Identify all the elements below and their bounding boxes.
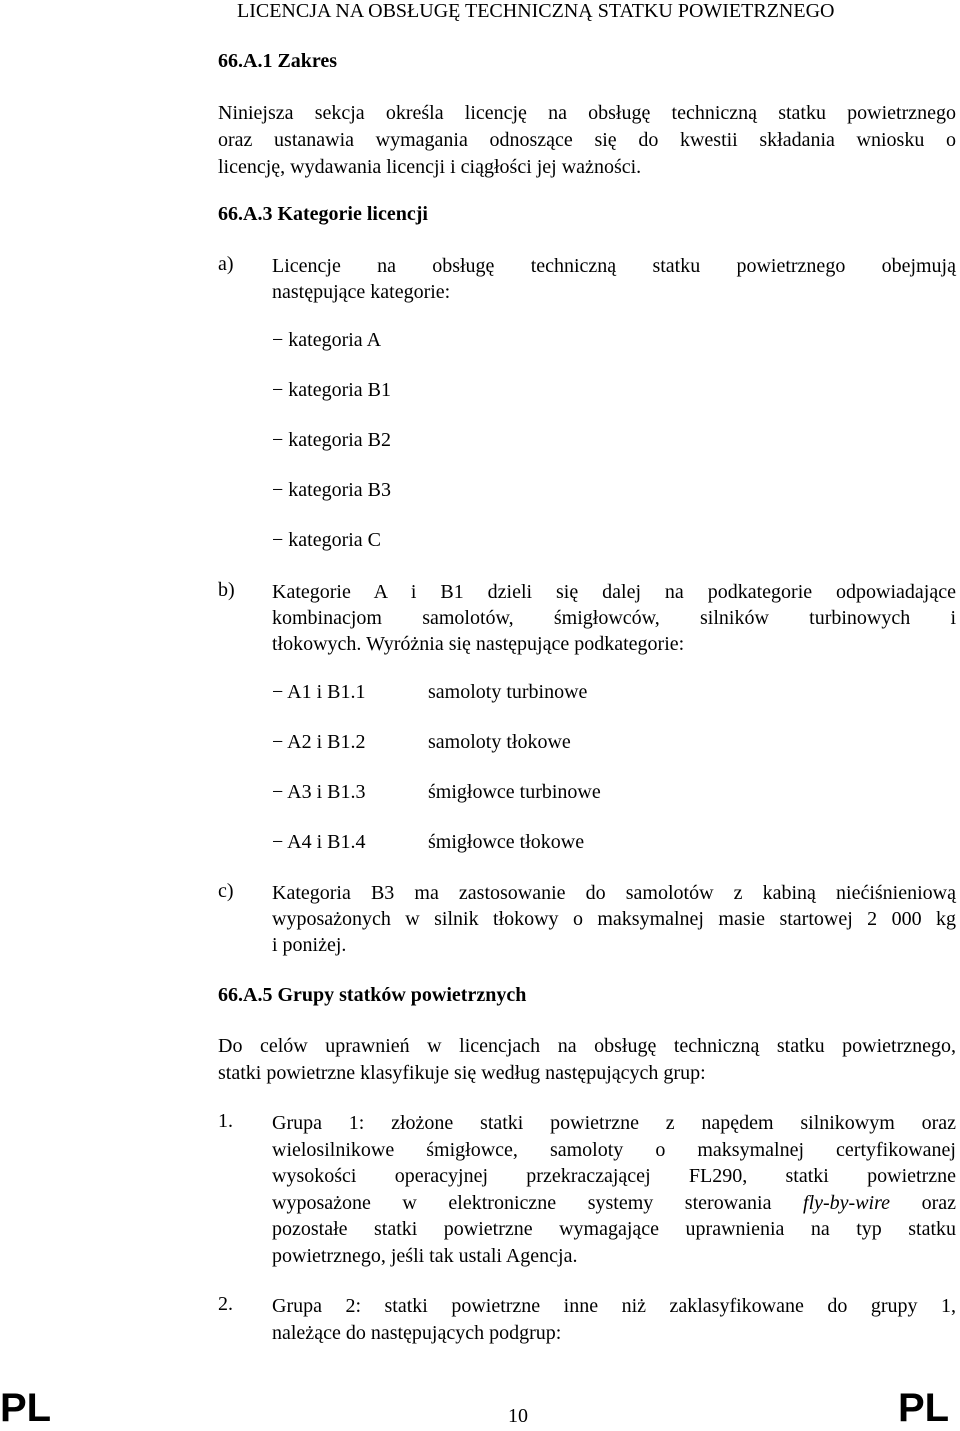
body-line: statki powietrzne klasyfikuje się według następujących grup: bbox=[218, 1062, 706, 1084]
subcategory-code: − A3 i B1.3 bbox=[272, 781, 366, 803]
body-line: kombinacjom samolotów, śmigłowców, silników turbinowych i bbox=[272, 607, 956, 629]
body-line: wyposażonych w silnik tłokowy o maksymalnej masie startowej 2 000 kg bbox=[272, 908, 956, 930]
section-heading-66a3: 66.A.3 Kategorie licencji bbox=[218, 203, 428, 225]
body-line: powietrznego, jeśli tak ustali Agencja. bbox=[272, 1244, 578, 1267]
item-a-body bbox=[272, 253, 956, 305]
subcategory-desc: śmigłowce tłokowe bbox=[428, 831, 585, 853]
item-b-body bbox=[272, 579, 956, 657]
section-heading-66a1: 66.A.1 Zakres bbox=[218, 50, 338, 72]
category-item: − kategoria B2 bbox=[272, 429, 392, 451]
body-line: licencję, wydawania licencji i ciągłości jej ważności. bbox=[218, 156, 642, 178]
body-line: i poniżej. bbox=[272, 934, 347, 956]
item-marker-b: b) bbox=[218, 579, 235, 601]
body-line: wielosilnikowe śmigłowce, samoloty o maksymalnej certyfikowanej bbox=[272, 1138, 956, 1161]
body-line: następujące kategorie: bbox=[272, 281, 451, 303]
body-line: Niniejsza sekcja określa licencję na obsługę techniczną statku powietrznego bbox=[218, 102, 956, 124]
subcategory-code: − A1 i B1.1 bbox=[272, 681, 366, 703]
item-c-body bbox=[272, 880, 956, 958]
body-line bbox=[272, 1190, 956, 1217]
italic-term: fly-by-wire bbox=[803, 1191, 891, 1214]
section-66a1-body bbox=[218, 100, 956, 181]
body-line: Kategoria B3 ma zastosowanie do samolotów z kabiną niećiśnieniową bbox=[272, 882, 956, 904]
list-marker-1: 1. bbox=[218, 1110, 233, 1132]
category-item: − kategoria A bbox=[272, 329, 382, 351]
body-line: pozostałe statki powietrzne wymagające uprawnienia na typ statku bbox=[272, 1218, 956, 1241]
body-line: Do celów uprawnień w licencjach na obsługę techniczną statku powietrznego, bbox=[218, 1035, 956, 1057]
body-line: tłokowych. Wyróżnia się następujące podkategorie: bbox=[272, 633, 685, 655]
subcategory-code: − A2 i B1.2 bbox=[272, 731, 366, 753]
category-item: − kategoria B3 bbox=[272, 479, 392, 501]
body-line-part: wyposażone w elektroniczne systemy sterowania bbox=[272, 1191, 772, 1214]
category-item: − kategoria B1 bbox=[272, 379, 392, 401]
body-line: Licencje na obsługę techniczną statku powietrznego obejmują bbox=[272, 255, 956, 277]
subcategory-desc: samoloty tłokowe bbox=[428, 731, 571, 753]
group-1-body bbox=[272, 1110, 956, 1270]
body-line: wysokości operacyjnej przekraczającej FL290, statki powietrzne bbox=[272, 1165, 956, 1188]
item-marker-a: a) bbox=[218, 253, 234, 275]
section-66a5-intro bbox=[218, 1033, 956, 1087]
footer-language-left: PL bbox=[0, 1386, 52, 1430]
footer-language-right: PL bbox=[898, 1386, 950, 1430]
category-item: − kategoria C bbox=[272, 529, 382, 551]
subcategory-desc: śmigłowce turbinowe bbox=[428, 781, 601, 803]
body-line: oraz ustanawia wymagania odnoszące się do kwestii składania wniosku o bbox=[218, 129, 956, 151]
body-line: Grupa 2: statki powietrzne inne niż zaklasyfikowane do grupy 1, bbox=[272, 1295, 956, 1317]
item-marker-c: c) bbox=[218, 880, 234, 902]
body-line: należące do następujących podgrup: bbox=[272, 1321, 562, 1344]
subcategory-code: − A4 i B1.4 bbox=[272, 831, 366, 853]
group-2-body bbox=[272, 1293, 956, 1346]
subcategory-desc: samoloty turbinowe bbox=[428, 681, 588, 703]
list-marker-2: 2. bbox=[218, 1293, 233, 1315]
running-header: LICENCJA NA OBSŁUGĘ TECHNICZNĄ STATKU POWIETRZNEGO bbox=[237, 0, 835, 22]
body-line: Kategorie A i B1 dzieli się dalej na podkategorie odpowiadające bbox=[272, 581, 956, 603]
section-heading-66a5: 66.A.5 Grupy statków powietrznych bbox=[218, 984, 527, 1006]
page-number: 10 bbox=[508, 1405, 528, 1427]
body-line: Grupa 1: złożone statki powietrzne z napędem silnikowym oraz bbox=[272, 1112, 956, 1134]
body-line-part: oraz bbox=[921, 1191, 957, 1214]
